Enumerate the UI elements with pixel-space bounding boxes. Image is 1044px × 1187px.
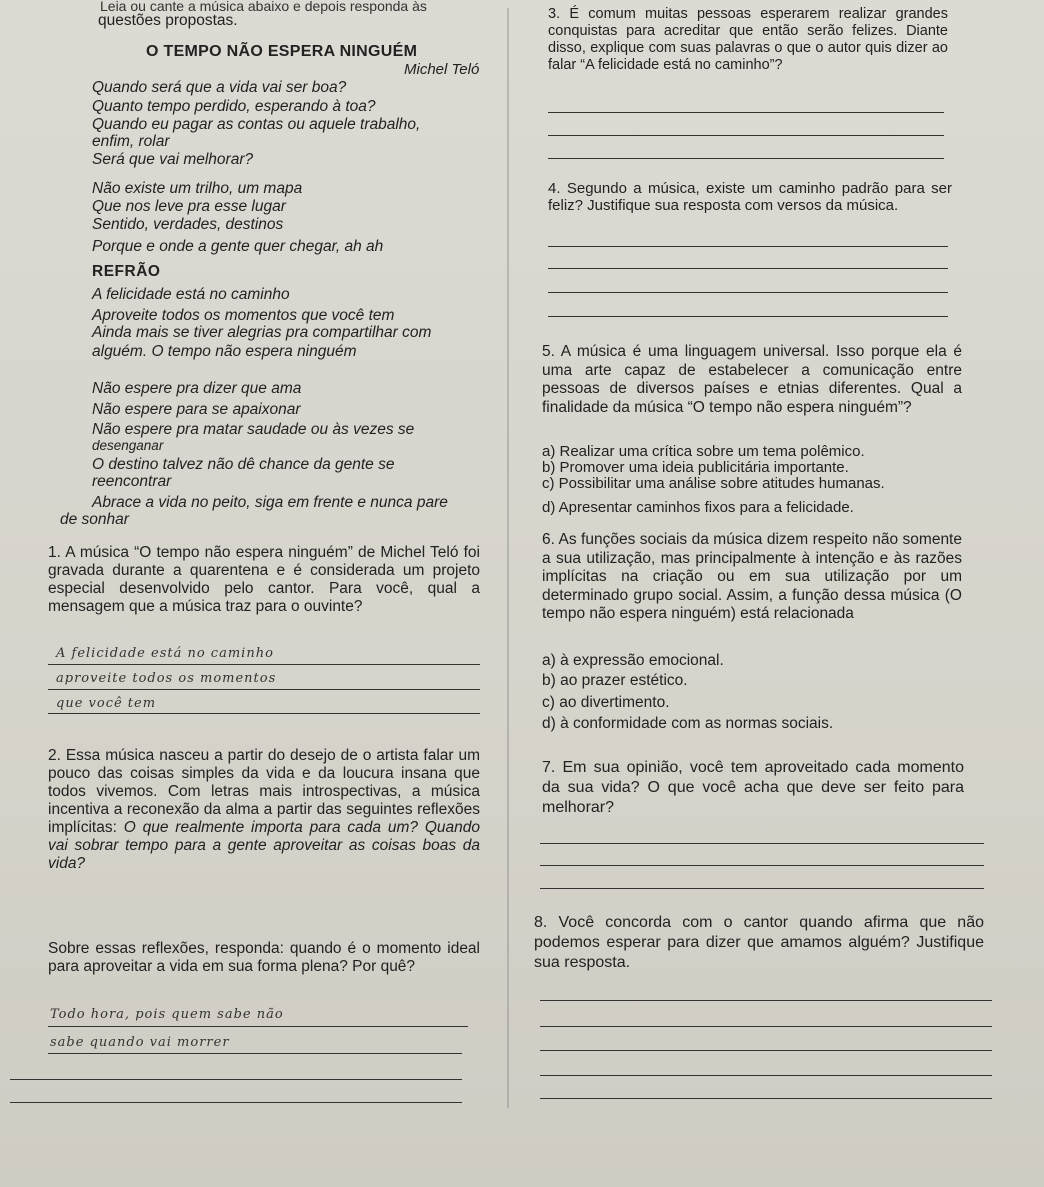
lyric-line: de sonhar <box>60 511 129 528</box>
lyric-line: enfim, rolar <box>92 133 170 150</box>
lyric-line: reencontrar <box>92 473 172 490</box>
lyric-line: Não espere pra dizer que ama <box>92 380 302 397</box>
answer-line <box>548 158 944 159</box>
question-2-text: 2. Essa música nasceu a partir do desejo de o artista falar um pouco das coisas simples da vida e da loucura insana que todos vivemos. Com letras mais introspectivas, a música incentiva a reconexão da alma a partir das seguintes reflexões implícitas: <box>48 747 480 836</box>
q6-option-a[interactable]: a) à expressão emocional. <box>542 652 724 669</box>
lyric-line: Sentido, verdades, destinos <box>92 216 284 233</box>
q5-option-c[interactable]: c) Possibilitar uma análise sobre atitudes humanas. <box>542 475 885 492</box>
answer-line <box>548 135 944 136</box>
handwritten-answer: A felicidade está no caminho <box>56 646 274 661</box>
question-4: 4. Segundo a música, existe um caminho padrão para ser feliz? Justifique sua resposta com versos da música. <box>548 180 952 214</box>
lyric-line: Abrace a vida no peito, siga em frente e nunca pare <box>92 494 448 511</box>
lyric-line: A felicidade está no caminho <box>92 286 290 303</box>
song-title: O TEMPO NÃO ESPERA NINGUÉM <box>146 43 418 60</box>
q6-option-c[interactable]: c) ao divertimento. <box>542 694 670 711</box>
question-1: 1. A música “O tempo não espera ninguém” de Michel Teló foi gravada durante a quarentena e é considerada um projeto especial desenvolvido pelo cantor. Para você, qual a mensagem que a música traz para o ouvinte? <box>48 544 480 615</box>
answer-line <box>548 112 944 113</box>
answer-line <box>540 888 984 889</box>
lyric-line: O destino talvez não dê chance da gente se <box>92 456 395 473</box>
answer-line <box>10 1102 462 1103</box>
question-8: 8. Você concorda com o cantor quando afirma que não podemos esperar para dizer que amamos alguém? Justifique sua resposta. <box>534 914 984 971</box>
lyric-line: Quanto tempo perdido, esperando à toa? <box>92 98 376 115</box>
q6-option-b[interactable]: b) ao prazer estético. <box>542 672 688 689</box>
answer-line <box>548 316 948 317</box>
q5-option-a[interactable]: a) Realizar uma crítica sobre um tema polêmico. <box>542 443 865 460</box>
answer-line <box>540 1000 992 1001</box>
question-6: 6. As funções sociais da música dizem respeito não somente a sua utilização, mas principalmente à intenção e às razões implícitas na criação ou em sua utilização por um determinado grupo social. Assim, a função dessa música (O tempo não espera ninguém) está relacionada <box>542 531 962 622</box>
lyric-line: Que nos leve pra esse lugar <box>92 198 286 215</box>
handwritten-answer: aproveite todos os momentos <box>56 671 277 686</box>
lyric-line: alguém. O tempo não espera ninguém <box>92 343 357 360</box>
answer-line <box>48 1026 468 1027</box>
lyric-line: Porque e onde a gente quer chegar, ah ah <box>92 238 384 255</box>
lyric-line: Será que vai melhorar? <box>92 151 254 168</box>
lyric-line: Não existe um trilho, um mapa <box>92 180 303 197</box>
handwritten-answer: Todo hora, pois quem sabe não <box>50 1007 284 1022</box>
answer-line <box>48 1053 462 1054</box>
lyric-line: desenganar <box>92 438 164 453</box>
song-author: Michel Teló <box>404 61 480 78</box>
question-7: 7. Em sua opinião, você tem aproveitado cada momento da sua vida? O que você acha que deve ser feito para melhorar? <box>542 759 964 816</box>
lyric-line: Aproveite todos os momentos que você tem <box>92 307 395 324</box>
answer-line <box>540 1026 992 1027</box>
answer-line <box>48 689 480 690</box>
lyric-line: Ainda mais se tiver alegrias pra compartilhar com <box>92 324 432 341</box>
refrain-heading: REFRÃO <box>92 263 161 280</box>
column-divider <box>507 8 509 1108</box>
answer-line <box>540 1050 992 1051</box>
handwritten-answer: sabe quando vai morrer <box>50 1035 230 1050</box>
answer-line <box>548 268 948 269</box>
lyric-line: Não espere pra matar saudade ou às vezes se <box>92 421 415 438</box>
answer-line <box>10 1079 462 1080</box>
q6-option-d[interactable]: d) à conformidade com as normas sociais. <box>542 715 834 732</box>
question-2-reflections: O que realmente importa para cada um? Quando vai sobrar tempo para a gente aproveitar as coisas boas da vida? <box>48 819 480 872</box>
answer-line <box>548 246 948 247</box>
answer-line <box>540 1098 992 1099</box>
question-2 <box>48 747 480 873</box>
question-2-prompt: Sobre essas reflexões, responda: quando é o momento ideal para aproveitar a vida em sua forma plena? Por quê? <box>48 940 480 975</box>
answer-line <box>548 292 948 293</box>
answer-line <box>540 843 984 844</box>
q5-option-b[interactable]: b) Promover uma ideia publicitária importante. <box>542 459 849 476</box>
handwritten-answer: que você tem <box>56 696 157 711</box>
answer-line <box>540 865 984 866</box>
lyric-line: Não espere para se apaixonar <box>92 401 301 418</box>
answer-line <box>540 1075 992 1076</box>
lyric-line: Quando eu pagar as contas ou aquele trabalho, <box>92 116 421 133</box>
q5-option-d[interactable]: d) Apresentar caminhos fixos para a felicidade. <box>542 499 854 516</box>
intro-text: questões propostas. <box>98 12 238 29</box>
question-3: 3. É comum muitas pessoas esperarem realizar grandes conquistas para acreditar que então serão felizes. Diante disso, explique com suas palavras o que o autor quis dizer ao falar “A felicidade está no caminho”? <box>548 6 948 73</box>
intro-cut-text: Leia ou cante a música abaixo e depois responda às <box>100 0 427 14</box>
lyric-line: Quando será que a vida vai ser boa? <box>92 79 347 96</box>
answer-line <box>48 713 480 714</box>
question-5: 5. A música é uma linguagem universal. Isso porque ela é uma arte capaz de estabelecer a comunicação entre pessoas de diversos países e etnias diferentes. Qual a finalidade da música “O tempo não espera ninguém”? <box>542 343 962 416</box>
answer-line <box>48 664 480 665</box>
